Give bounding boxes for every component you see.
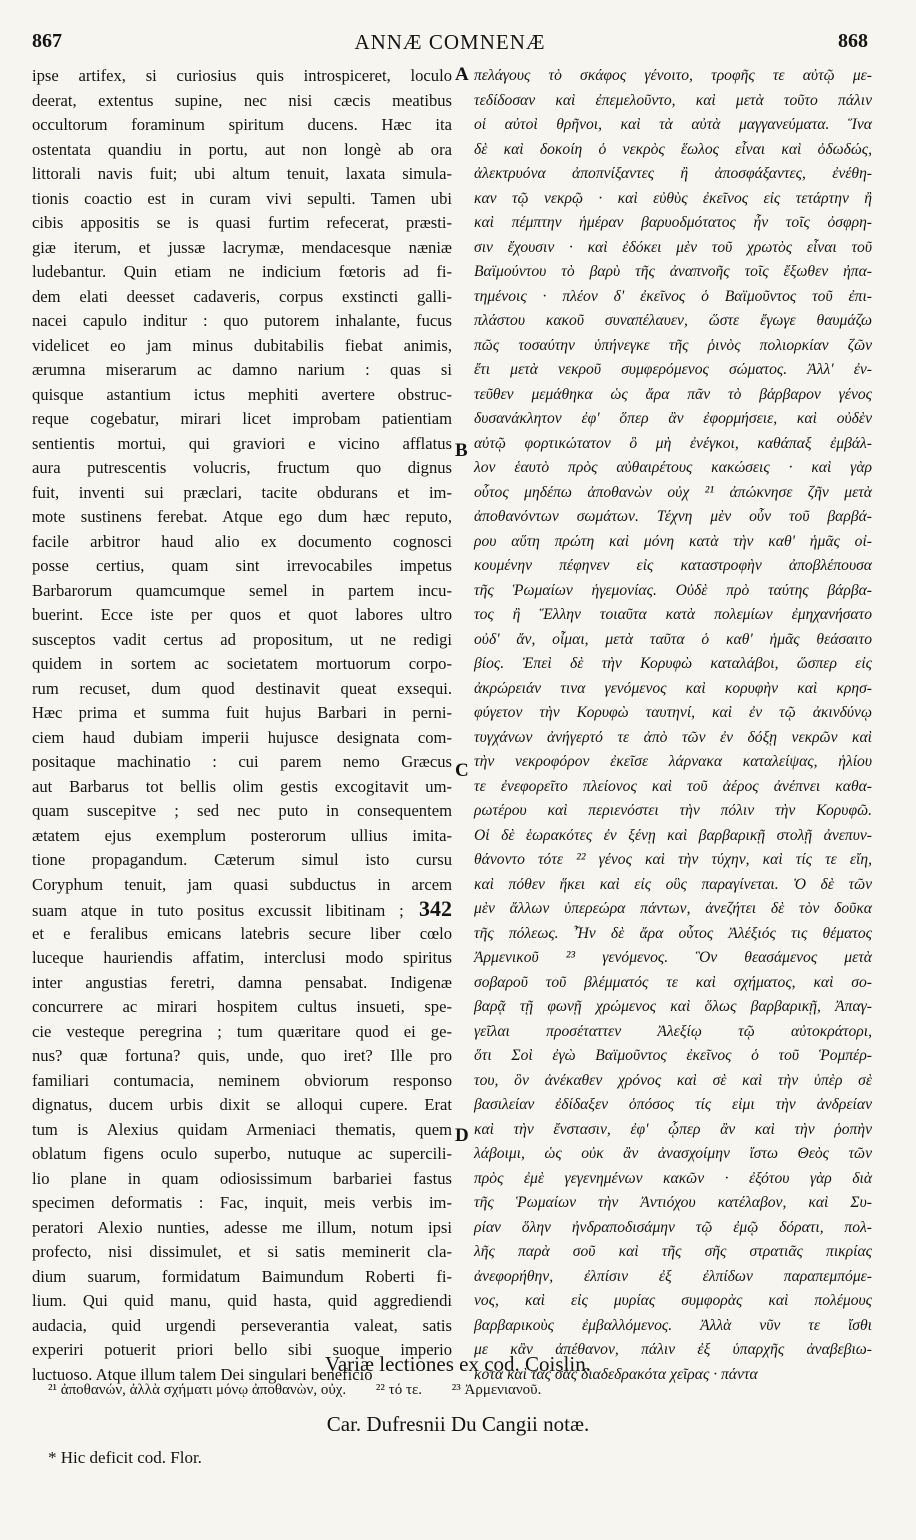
latin-text-line: susceptos vadit certus ad propositum, ut ne redigi xyxy=(32,629,452,649)
greek-text-line: τεῦθεν μεμάθηκα ὡς ἄρα πᾶν τὸ βάρβαρον γένος xyxy=(474,385,872,403)
greek-text-line: Οἱ δὲ ἑωρακότες ἐν ξένῃ καὶ βαρβαρικῇ στολῇ ἀνεπυν- xyxy=(474,826,872,844)
inline-page-number: 342 xyxy=(403,896,452,921)
greek-text-line: Βαϊμούντου τὸ βαρὺ τῆς ἀναπνοῆς τοῖς ἔξωθεν ἠπα- xyxy=(474,263,872,280)
running-title: ANNÆ COMNENÆ xyxy=(354,30,546,54)
latin-text-line: ostentata quandiu in portu, aut non longè ab ora xyxy=(32,139,452,159)
greek-text-line: νος, καὶ εἰς μυρίας συμφορὰς καὶ πολέμους xyxy=(474,1292,872,1309)
page-number-left: 867 xyxy=(32,30,62,52)
latin-text-line: tione propagandum. Cæterum simul isto cursu xyxy=(32,850,452,869)
greek-text-line: κουμένην πέφηνεν εἰς καταστροφὴν ἀποβλέπουσα xyxy=(474,557,872,574)
greek-text-line: οὐδ' ἄν, οἶμαι, μετὰ ταῦτα ὁ καθ' ἡμᾶς θεάσαιτο xyxy=(474,630,872,648)
latin-text-line: ipse artifex, si curiosius quis introspiceret, loculo xyxy=(32,66,452,85)
page-number-right: 868 xyxy=(838,30,868,52)
greek-text-line: Ἀρμενικοῦ ²³ γενόμενος. Ὃν θεασάμενος μετὰ xyxy=(474,949,872,966)
latin-text-line: tionis coactio est in curam vivi sepulti. Tamen ubi xyxy=(32,188,452,208)
greek-text-line: μὲν ἄλλων ὑπερεώρα πάντων, ἀνεζήτει δὲ τὸν δοῦκα xyxy=(474,900,872,917)
greek-text-line: ἔτι μετὰ νεκροῦ συμφερόμενος σώματος. Ἀλλ' ἐν- xyxy=(474,361,872,378)
greek-text-line: ρίαν ὅλην ἠνδραποδισάμην τῷ ἐμῷ δόρατι, πολ- xyxy=(474,1218,872,1236)
latin-text-line: posse certius, quam sint irrevocabiles impetus xyxy=(32,556,452,575)
latin-text-line: luctuoso. Atque illum talem Dei singulari beneficio xyxy=(32,1364,373,1384)
latin-text-line: et e feralibus emicans latebris secure liber cœlo xyxy=(32,923,452,943)
latin-text-line: luceque hauriendis affatim, interclusi modo spiritus xyxy=(32,948,452,967)
latin-text-line: positaque machinatio : cui parem nemo Græcus xyxy=(32,752,452,771)
latin-text-line: aut Barbarus tot bellis olim gestis excogitavit um- xyxy=(32,776,452,796)
greek-text-line: οἱ αὐτοὶ θρῆνοι, καὶ τὰ αὐτὰ μαγγανεύματα. Ἵνα xyxy=(474,116,872,133)
greek-text-line: καὶ πόθεν ἥκει καὶ εἰς οὓς παραγίνεται. Ὁ δὲ τῶν xyxy=(474,875,872,893)
variant-note-21: ²¹ ἀποθανών, ἀλλὰ σχήματι μόνῳ ἀποθανὼν, οὐχ. xyxy=(48,1382,347,1398)
latin-text-line: buerint. Ecce iste per quos et quot labores ultro xyxy=(32,605,452,624)
greek-text-line: ρου αὕτη πρώτη καὶ μόνη κατὰ τὴν καθ' ἡμᾶς οἰ- xyxy=(474,532,872,550)
greek-text-line: του, ὃν ἀνέκαθεν χρόνος καὶ σὲ καὶ τὴν ὑπὲρ σὲ xyxy=(474,1071,872,1089)
latin-text-line: giæ iterum, et jussæ lacrymæ, mendacesque næniæ xyxy=(32,237,452,257)
latin-text-line: ærumna miserarum ac damno narium : quas si xyxy=(32,360,452,379)
latin-text-line: dium suarum, formidatum Baimundum Roberti fi- xyxy=(32,1266,452,1286)
latin-text-line: littorali navis fuit; ubi altum tenuit, laxata simula- xyxy=(32,164,452,183)
greek-text-line: τὴν νεκροφόρον ἐκεῖσε λάρνακα καταλείψας, ἡλίου xyxy=(474,753,872,770)
latin-text-line: rum recuset, dum quod destinavit queat exsequi. xyxy=(32,678,452,698)
latin-text-line: facile arbitror haud alio ex documento cognosci xyxy=(32,531,452,551)
latin-text-line: specimen deformatis : Fac, inquit, meis verbis im- xyxy=(32,1193,452,1212)
latin-text-line: videlicet eo jam minus dubitabilis fiebat animis, xyxy=(32,335,452,355)
greek-text-line: ἀποθανόντων σωμάτων. Τέχνη μὲν οὖν τοῦ βαρβά- xyxy=(474,508,872,525)
greek-text-line: δυσανάκλητον ἐφ' ὅπερ ἂν ἐφορμήσειε, καὶ οὐδὲν xyxy=(474,410,872,427)
greek-text-line: πλάστου κακοῦ συναπέλαυεν, ὥστε ἔγωγε θαυμάζω xyxy=(474,312,872,329)
latin-text-line: inter angustias feretri, damna pensabat. Indigenæ xyxy=(32,972,452,992)
latin-text-line: ciem haud dubiam imperii hujusce designata com- xyxy=(32,727,452,747)
variant-note-23: ²³ Ἀρμενιανοῦ. xyxy=(451,1382,542,1398)
margin-marker-d: D xyxy=(455,1125,469,1146)
cangius-notes-title: Car. Dufresnii Du Cangii notæ. xyxy=(326,1412,590,1436)
greek-text-line: τῆς Ῥωμαίων τὴν Ἀντιόχου κατέλαβον, καὶ Συ- xyxy=(474,1194,872,1211)
greek-text-line: πῶς τοσαύτην ὑπήνεγκε τῆς ῥινὸς πολιορκίαν ζῶν xyxy=(474,336,872,354)
greek-text-line: βασιλείαν ἐδίδαξεν ὁπόσος τίς εἰμι τὴν ἀνδρείαν xyxy=(474,1096,872,1113)
latin-text-line: cibis appositis se is quasi furtim refecerat, præsti- xyxy=(32,213,452,232)
cangius-note: * Hic deficit cod. Flor. xyxy=(48,1448,202,1467)
margin-marker-a: A xyxy=(455,64,469,85)
latin-text-line: quam suscepitve ; sed nec puto in consequentem xyxy=(32,801,452,820)
greek-text-line: αὐτῷ φορτικώτατον ὃ μὴ ἐνέγκοι, καθάπαξ ἐμβάλ- xyxy=(474,434,872,452)
latin-text-line: nus? quæ fortuna? quis, unde, quo iret? Ille pro xyxy=(32,1046,452,1065)
latin-text-line: deerat, extentus supine, nec nisi cæcis meatibus xyxy=(32,90,452,110)
variae-lectiones-notes xyxy=(48,1382,567,1399)
latin-text-line: familiari contumacia, neminem obviorum responso xyxy=(32,1070,452,1090)
greek-text-line: τῆς Ῥωμαίων ἡγεμονίας. Οὐδὲ πρὸ ταύτης βάρβα- xyxy=(474,581,872,599)
latin-text-line: fuit, inventi sui præclari, tacite obdurans et im- xyxy=(32,482,452,502)
greek-text-line: βαρᾷ τῇ φωνῇ χρώμενος καὶ ὅλως βαρβαρικῇ, Ἀπαγ- xyxy=(474,998,872,1015)
latin-text-line: oblatum figens oculo superbo, nutuque ac supercili- xyxy=(32,1144,452,1163)
greek-text-line: πρὸς ἐμὲ γεγενημένων κακῶν · ἐξότου γὰρ διὰ xyxy=(474,1169,872,1187)
latin-text-line: quidem in sortem ac societatem mortuorum corpo- xyxy=(32,654,452,673)
greek-text-line: ρωτέρου καὶ περιενόστει τὴν πόλιν τὴν Κορυφῶ. xyxy=(474,802,872,819)
greek-text-line: ἀνεφορήθην, ἐλπίσιν ἐξ ἐλπίδων παραπεμπόμε- xyxy=(474,1267,872,1285)
latin-text-line: lio plane in quam odiosissimum barbariei fastus xyxy=(32,1168,452,1188)
greek-text-line: καν τῷ νεκρῷ · καὶ εὐθὺς ἐκεῖνος εἰς τετάρτην ἢ xyxy=(474,189,872,207)
greek-text-line: λάβοιμι, ὡς οὐκ ἂν ἀνασχοίμην ἴστω Θεὸς τῶν xyxy=(474,1145,872,1162)
greek-text-line: ἀκρώρειάν τινα γενόμενος καὶ κορυφὴν καὶ κρησ- xyxy=(474,679,872,697)
greek-text-line: ἀλεκτρυόνα ἀποπνίξαντες ἢ ἀποσφάξαντες, ἐνέθη- xyxy=(474,165,872,182)
variae-lectiones-title: Variæ lectiones ex cod. Coislin. xyxy=(325,1352,591,1376)
latin-text-line: lium. Qui quid manu, quid hasta, quid aggrediendi xyxy=(32,1291,452,1310)
greek-text-line: γεῖλαι προσέταττεν Ἀλεξίῳ τῷ αὐτοκράτορι, xyxy=(474,1022,872,1040)
latin-text-line: ludebantur. Quin etiam ne indicium fœtoris ad fi- xyxy=(32,262,452,281)
latin-text-line: reque cogebatur, mirari licet improbam patientiam xyxy=(32,409,452,428)
greek-text-line: σιν ἔχουσιν · καὶ ἐδόκει μὲν τοῦ χρωτὸς εἶναι τοῦ xyxy=(474,238,872,256)
greek-text-line: οὗτος μηδέπω ἀποθανὼν οὐχ ²¹ ἀπώκνησε ζῆν μετὰ xyxy=(474,483,872,501)
latin-column xyxy=(32,64,452,1384)
latin-text-line: audacia, quid urgendi perseverantia valeat, satis xyxy=(32,1315,452,1335)
greek-text-line: βαρβαρικοὺς ἐμβαλλόμενος. Ἀλλὰ νῦν τε ἴσθι xyxy=(474,1316,872,1334)
greek-text-line: με κἂν ἀπέθανον, πάλιν ἐξ ὑπαρχῆς ἀναβεβιω- xyxy=(474,1341,872,1358)
greek-text-line: καὶ τὴν ἔνστασιν, ἐφ' ᾧπερ ἂν καὶ τὴν ῥοπὴν xyxy=(474,1120,872,1138)
greek-text-line: πελάγους τὸ σκάφος γένοιτο, τροφῆς τε αὐτῷ με- xyxy=(474,67,872,84)
greek-text-line: λῆς παρὰ σοῦ καὶ τῆς σῆς στρατιᾶς πικρίας xyxy=(474,1243,872,1260)
latin-text-line: Coryphum tenuit, jam quasi subductus in arcem xyxy=(32,874,452,894)
greek-text-line: τημένοις · πλέον δ' ἐκεῖνος ὁ Βαϊμοῦντος τοῦ ἐπι- xyxy=(474,287,872,305)
latin-text-line: cie vesteque peregrina ; tum quæritare quod ei ge- xyxy=(32,1021,452,1041)
latin-text-line: aura putrescentis volucris, fructum quo dignus xyxy=(32,458,452,477)
latin-text-line: dem elati deesset cadaveris, corpus exstincti galli- xyxy=(32,286,452,306)
greek-text-line: δὲ καὶ δοκοίη ὁ νεκρὸς ἕωλος εἶναι καὶ ὀδωδώς, xyxy=(474,140,872,158)
greek-text-line: φύγετον τὴν Κορυφὼ ταυτηνί, καὶ ἐν τῷ ἀκινδύνῳ xyxy=(474,704,872,721)
latin-text-line: dignatus, ducem urbis dixit se alloqui cupere. Erat xyxy=(32,1095,452,1114)
greek-text-line: τος ἢ Ἕλλην τοιαῦτα κατὰ πολεμίων ἐμηχανήσατο xyxy=(474,606,872,623)
margin-marker-b: B xyxy=(455,440,468,461)
latin-text-line: tum is Alexius quidam Armeniaci thematis, quem xyxy=(32,1119,452,1139)
greek-text-line: λον ἑαυτὸ πρὸς αὐθαιρέτους κακώσεις · καὶ γὰρ xyxy=(474,459,872,476)
latin-text-line: nacei capulo inditur : quo putorem inhalante, fucus xyxy=(32,311,452,330)
greek-text-line: τῆς πόλεως. Ἦν δὲ ἄρα οὗτος Ἀλέξιός τις θέματος xyxy=(474,924,872,942)
latin-text-line: peratori Alexio nunties, adesse me illum, notum ipsi xyxy=(32,1217,452,1237)
greek-text-line: τε ἐνεφορεῖτο πλείονος καὶ τοῦ ἀέρος ἀνέπνει καθα- xyxy=(474,777,872,795)
greek-text-line: καὶ πέμπτην ἡμέραν βαρυοδμότατος ἦν τοῖς ὀσφρη- xyxy=(474,214,872,231)
greek-text-line: ὅτι Σοὶ ἐγὼ Βαϊμοῦντος ἐκεῖνος ὁ τοῦ Ῥομπέρ- xyxy=(474,1047,872,1064)
latin-text-line: experiri potuerit priori bello sibi suoque imperio xyxy=(32,1340,452,1359)
greek-text-line: σοβαροῦ τοῦ βλέμματός τε καὶ σχήματος, καὶ σο- xyxy=(474,973,872,991)
greek-text-line: βίος. Ἐπεὶ δὲ τὴν Κορυφὼ καταλάβοι, ὥσπερ εἰς xyxy=(474,655,872,672)
margin-marker-c: C xyxy=(455,760,469,781)
greek-column xyxy=(474,64,872,1383)
greek-text-line: τεδίδοσαν καὶ ἐπεμελοῦντο, καὶ μετὰ τοῦτο πάλιν xyxy=(474,91,872,109)
greek-text-line: θάνοντο τότε ²² γένος καὶ τὴν τύχην, καὶ τίς τε εἴη, xyxy=(474,851,872,868)
latin-text-line: profecto, nisi dissimulet, et si satis meminerit cla- xyxy=(32,1242,452,1261)
latin-text-line: suam atque in tuto positus excussit libitinam ; 342 xyxy=(32,896,452,921)
latin-text-line: quisque astantium ictus mephiti avertere obstruc- xyxy=(32,384,452,404)
greek-text-line: τυγχάνων ἀνήγερτό τε ἀπὸ τῶν ἐν δόξῃ νεκρῶν καὶ xyxy=(474,728,872,746)
latin-text-line: ætatem ejus exemplum posterorum ullius imita- xyxy=(32,825,452,845)
latin-text-line: concurrere ac mirari hospitem cultus insueti, spe- xyxy=(32,997,452,1016)
variant-note-22: ²² τό τε. xyxy=(375,1382,423,1398)
latin-text-line: Barbarorum quamcumque semel in partem incu- xyxy=(32,580,452,600)
latin-text-line: sentientis mortui, qui graviori e vicino afflatus xyxy=(32,433,452,453)
latin-text-line: Hæc prima et summa fuit hujus Barbari in perni- xyxy=(32,703,452,722)
latin-text-line: occultorum foraminum spiritum ducens. Hæc ita xyxy=(32,115,452,134)
greek-text-line: κότα καὶ τὰς σὰς διαδεδρακότα χεῖρας · πάντα xyxy=(474,1365,758,1383)
page-header xyxy=(32,30,868,58)
latin-text-line: mote sustinens ferebat. Atque ego dum hæc reputo, xyxy=(32,507,452,526)
